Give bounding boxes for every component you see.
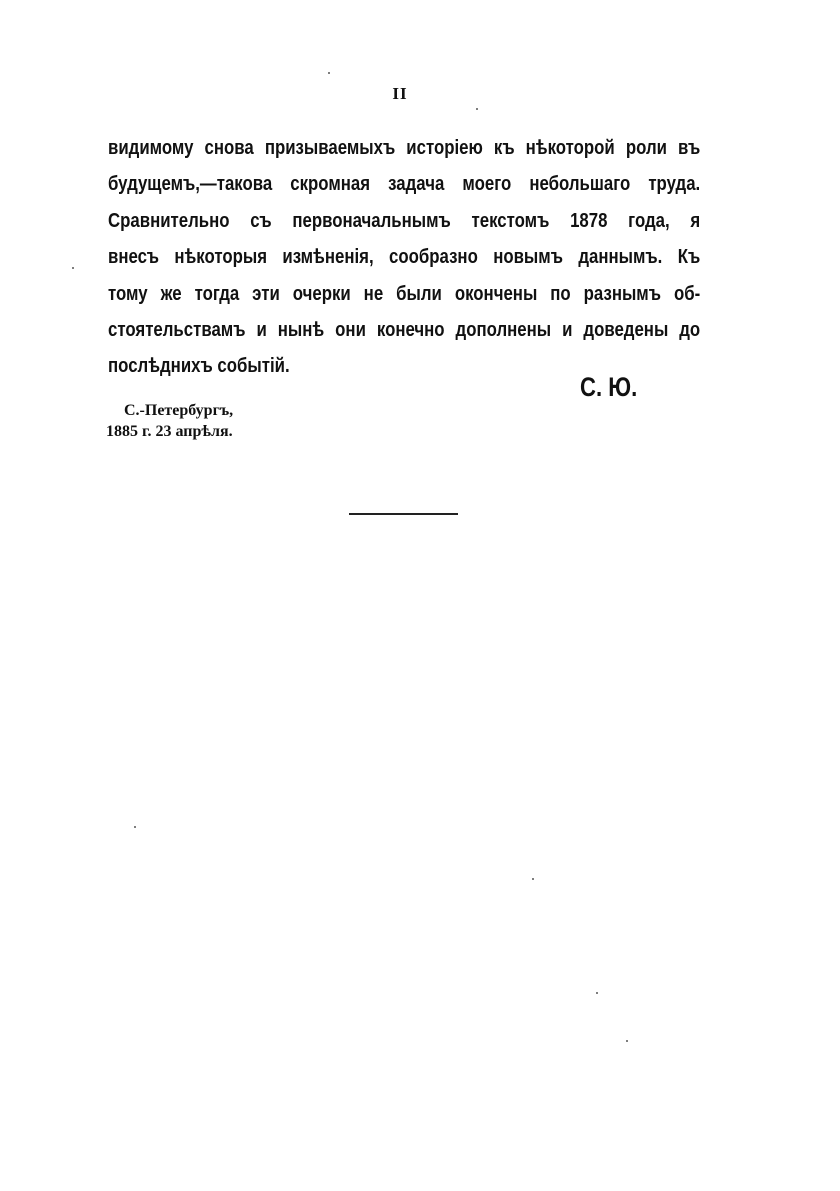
body-paragraph: [108, 130, 700, 385]
text-line: Сравнительно съ первоначальнымъ текстомъ 1878 года, я: [108, 209, 701, 232]
paper-speck: [596, 992, 598, 994]
section-divider: [349, 513, 458, 515]
paper-speck: [476, 108, 478, 110]
date-line: 1885 г. 23 апрѣля.: [106, 423, 233, 440]
paper-speck: [328, 72, 330, 74]
page-number: II: [392, 84, 408, 103]
paper-speck: [532, 878, 534, 880]
text-line: будущемъ,—такова скромная задача моего небольшаго труда.: [108, 173, 701, 196]
paper-speck: [626, 1040, 628, 1042]
author-signature: С. Ю.: [580, 372, 638, 402]
place-line: С.-Петербургъ,: [124, 402, 234, 419]
text-line: послѣднихъ событій.: [108, 355, 290, 378]
text-line: стоятельствамъ и нынѣ они конечно дополнены и доведены до: [108, 318, 701, 341]
text-line: тому же тогда эти очерки не были окончены по разнымъ об-: [108, 282, 701, 305]
text-line: внесъ нѣкоторыя измѣненія, сообразно новымъ даннымъ. Къ: [108, 246, 701, 269]
paper-speck: [134, 826, 136, 828]
paper-speck: [72, 267, 74, 269]
text-line: видимому снова призываемыхъ исторіею къ нѣкоторой роли въ: [108, 137, 701, 159]
